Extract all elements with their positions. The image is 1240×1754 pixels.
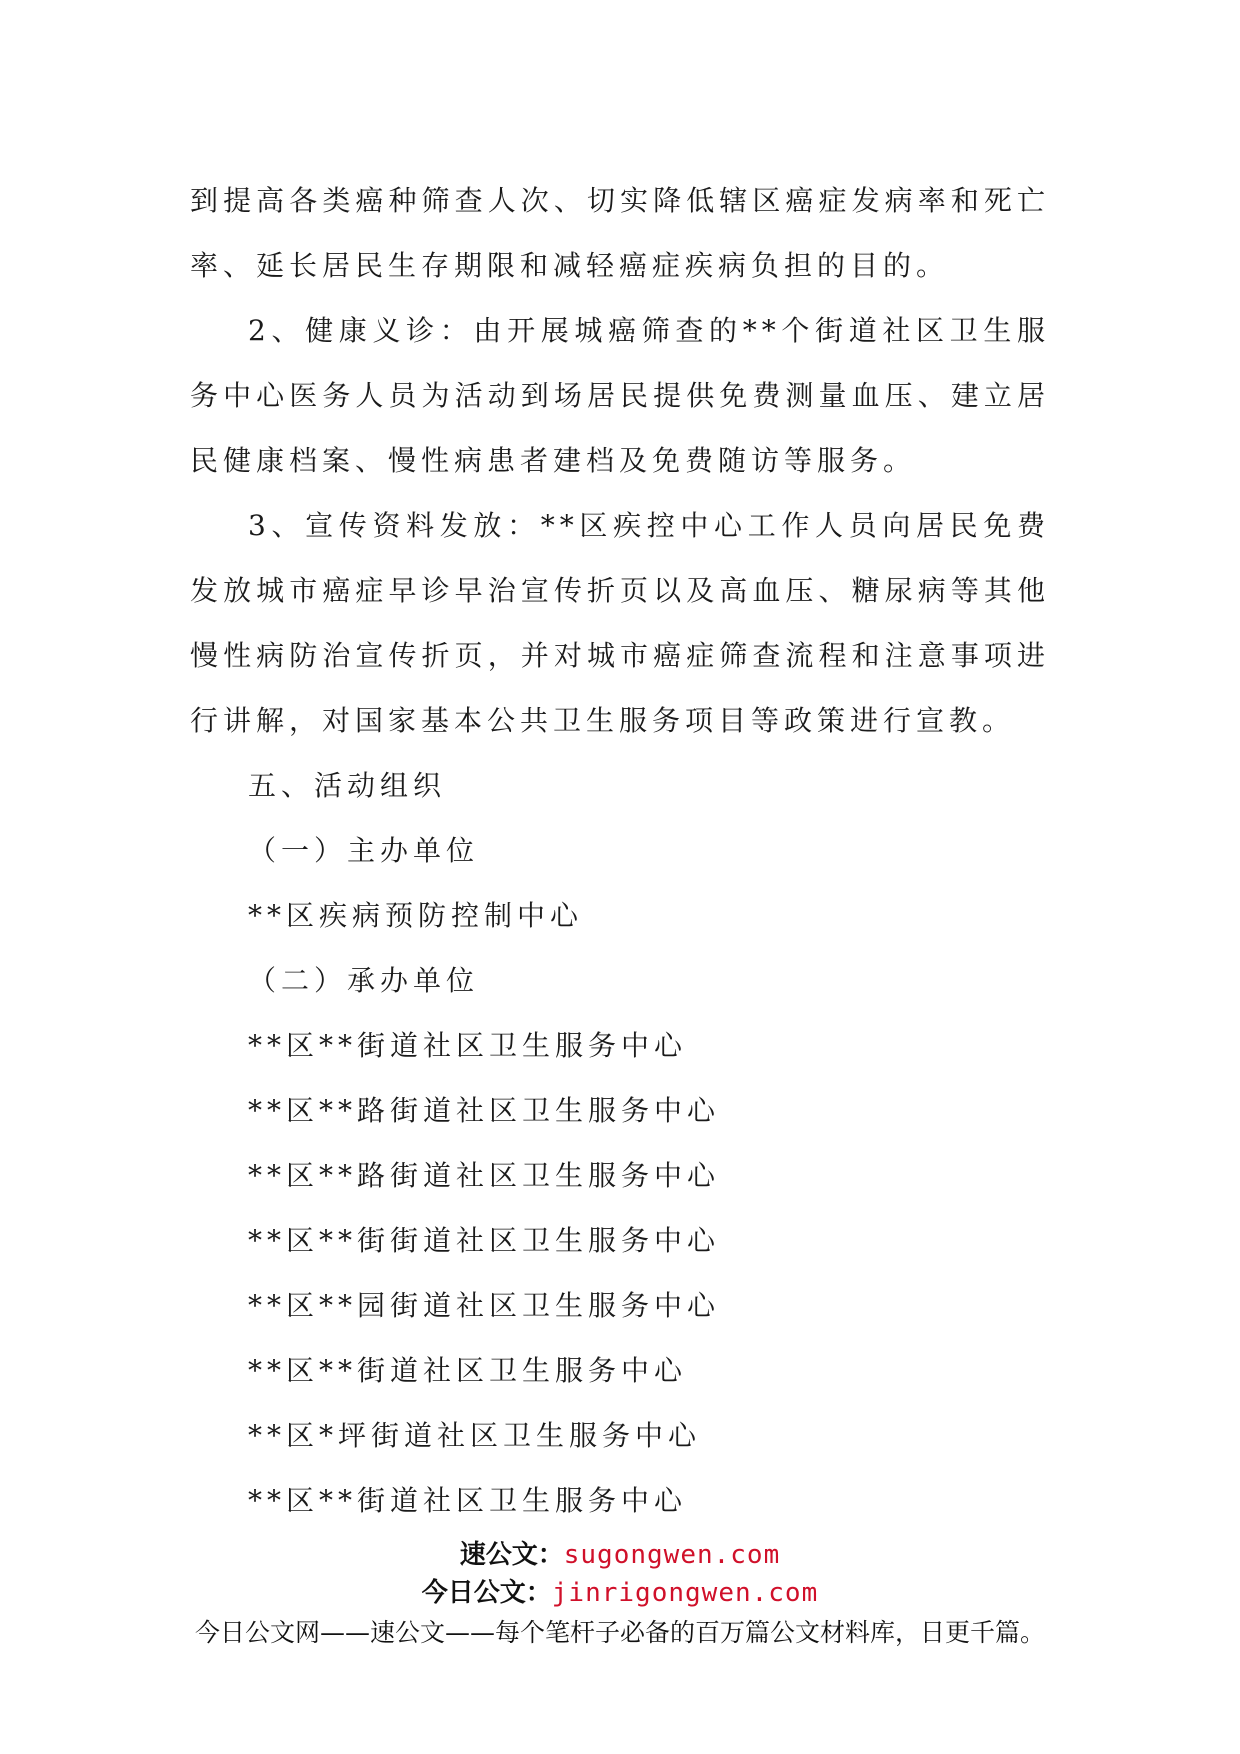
organizer-item: **区**街街道社区卫生服务中心 [248,1224,721,1257]
footer-link-sugongwen[interactable]: sugongwen.com [563,1540,781,1570]
organizer-item: **区**街道社区卫生服务中心 [248,1354,688,1387]
organizer-item: **区**街道社区卫生服务中心 [248,1029,688,1062]
organizer-item: **区**街道社区卫生服务中心 [248,1484,688,1517]
footer-watermark [0,1536,1240,1652]
footer-line-jinrigongwen [0,1574,1240,1612]
document-body [190,168,1050,1533]
footer-link-jinrigongwen[interactable]: jinrigongwen.com [551,1578,819,1608]
section-heading: 五、活动组织 [248,769,447,802]
organizer-item: **区**路街道社区卫生服务中心 [248,1094,721,1127]
organizer-item: **区**园街道社区卫生服务中心 [248,1289,721,1322]
sub-heading-host: （一）主办单位 [248,834,480,867]
paragraph-health-clinic: 2、健康义诊：由开展城癌筛查的**个街道社区卫生服务中心医务人员为活动到场居民提供免费测量血压、建立居民健康档案、慢性病患者建档及免费随访等服务。 [190,314,1050,477]
footer-line-sugongwen [0,1536,1240,1574]
footer-tagline: 今日公文网——速公文——每个笔杆子必备的百万篇公文材料库，日更千篇。 [194,1618,1045,1647]
footer-label-2: 今日公文： [421,1578,552,1608]
paragraph-material-distribution: 3、宣传资料发放：**区疾控中心工作人员向居民免费发放城市癌症早诊早治宣传折页以及高血压、糖尿病等其他慢性病防治宣传折页，并对城市癌症筛查流程和注意事项进行讲解，对国家基本公共卫生服务项目等政策进行宣教。 [190,509,1050,737]
footer-label-1: 速公文： [459,1540,564,1570]
organizer-item: **区**路街道社区卫生服务中心 [248,1159,721,1192]
host-unit: **区疾病预防控制中心 [248,899,584,932]
paragraph-continuation: 到提高各类癌种筛查人次、切实降低辖区癌症发病率和死亡率、延长居民生存期限和减轻癌症疾病负担的目的。 [190,184,1050,282]
organizer-item: **区*坪街道社区卫生服务中心 [248,1419,702,1452]
sub-heading-organizer: （二）承办单位 [248,964,480,997]
